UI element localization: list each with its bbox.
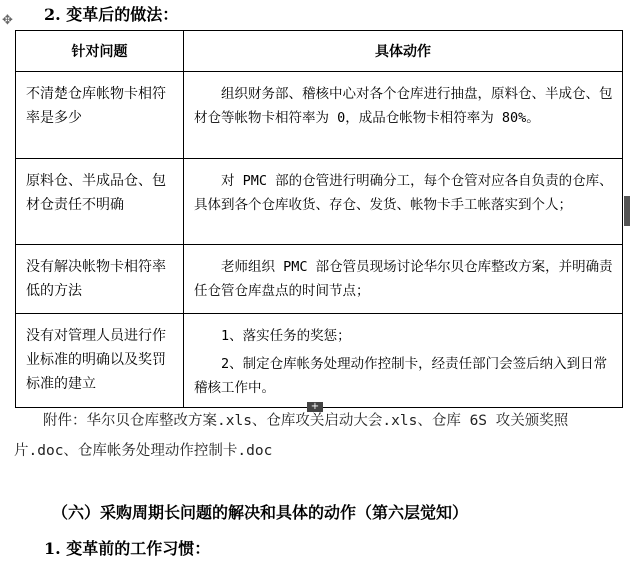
table-row [16,245,623,314]
table-move-handle-icon[interactable]: ✥ [2,13,13,28]
issue-cell: 原料仓、半成品仓、包材仓责任不明确 [16,159,184,245]
subsection-heading: （六）采购周期长问题的解决和具体的动作（第六层觉知） [52,503,469,522]
action-text: 老师组织 PMC 部仓管员现场讨论华尔贝仓库整改方案，并明确责任仓管仓库盘点的时间节点； [194,259,613,299]
table-row [16,159,623,245]
action-text: 组织财务部、稽核中心对各个仓库进行抽盘，原料仓、半成仓、包材仓等帐物卡相符率为 0，成品仓帐物卡相符率为 80%。 [194,86,613,126]
issue-cell: 没有对管理人员进行作业标准的明确以及奖罚标准的建立 [16,314,184,408]
action-text: 对 PMC 部的仓管进行明确分工，每个仓管对应各自负责的仓库、具体到各个仓库收货、存仓、发货、帐物卡手工帐落实到个人； [194,173,613,213]
table-resize-handle-icon[interactable]: + [307,402,323,412]
table-header-row [16,31,623,72]
section-heading: 2. 变革后的做法： [44,5,179,24]
issue-cell: 不清楚仓库帐物卡相符率是多少 [16,72,184,159]
measures-table [15,30,623,408]
header-action: 具体动作 [184,31,623,72]
header-issue: 针对问题 [16,31,184,72]
sub-heading: 1. 变革前的工作习惯： [44,539,211,558]
action-cell [184,314,623,408]
table-row [16,314,623,408]
action-cell [184,159,623,245]
scroll-marker [624,196,630,226]
action-cell [184,245,623,314]
table-row [16,72,623,159]
action-text: 2、制定仓库帐务处理动作控制卡，经责任部门会签后纳入到日常稽核工作中。 [194,356,608,396]
action-cell [184,72,623,159]
attachment-list: 附件：华尔贝仓库整改方案.xls、仓库攻关启动大会.xls、仓库 6S 攻关颁奖照片.doc、仓库帐务处理动作控制卡.doc [14,413,569,459]
action-text: 1、落实任务的奖惩； [221,328,351,344]
issue-cell: 没有解决帐物卡相符率低的方法 [16,245,184,314]
